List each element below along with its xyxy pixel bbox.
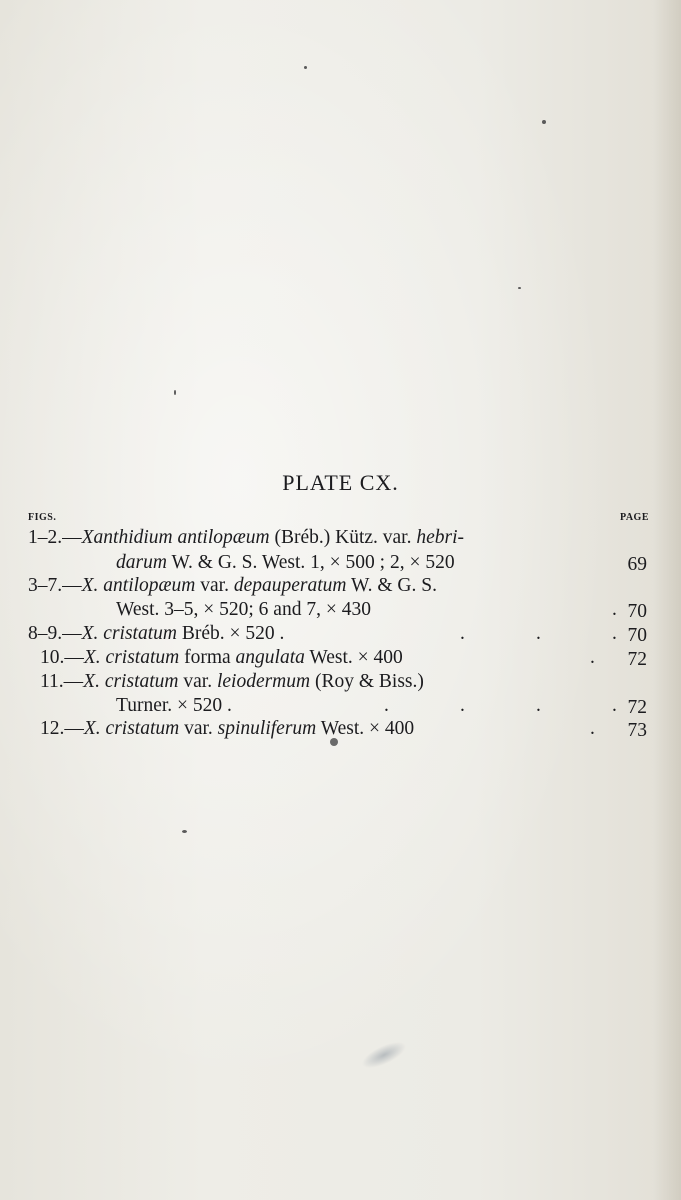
species-name: X. cristatum: [81, 623, 177, 644]
magnification: W. & G. S. West. 1, × 500 ; 2, × 520: [166, 552, 455, 573]
leader-dot: .: [460, 695, 465, 716]
variety-name: hebri-: [416, 527, 464, 548]
authority: (Roy & Biss.): [310, 671, 424, 692]
plate-title: PLATE CX.: [282, 470, 399, 495]
entry-6-page: 73: [627, 720, 647, 741]
form-name: angulata: [235, 647, 305, 668]
rank-word: var.: [179, 718, 218, 739]
fig-number: 11.—: [40, 671, 84, 692]
fig-number: 3–7.—: [28, 575, 82, 596]
entry-5-page: 72: [627, 697, 647, 718]
variety-name: darum: [116, 552, 167, 573]
page-edge-shadow: [653, 0, 681, 1200]
paper-speck: [182, 830, 187, 833]
rank-word: var.: [195, 575, 234, 596]
leader-dot: .: [612, 695, 617, 716]
species-name: X. cristatum: [83, 671, 179, 692]
page-column-header: PAGE: [619, 512, 649, 523]
species-name: X. antilopæum: [81, 575, 196, 596]
leader-dot: .: [460, 623, 465, 644]
figs-column-header: FIGS.: [28, 512, 57, 523]
entry-2-line-1: [28, 574, 437, 598]
variety-name: spinuliferum: [217, 718, 317, 739]
species-name: X. cristatum: [83, 647, 180, 668]
leader-dot: .: [590, 718, 595, 739]
entry-3-page: 70: [627, 625, 647, 646]
authority: (Bréb.) Kütz. var.: [269, 527, 417, 548]
rank-word: var.: [178, 671, 217, 692]
paper-speck: [518, 287, 521, 289]
authority-magnification: West. × 400: [316, 718, 415, 739]
leader-dot: .: [384, 695, 389, 716]
species-name: Xanthidium antilopæum: [81, 527, 270, 548]
entry-1-page: 69: [627, 554, 647, 575]
fig-number: 10.—: [40, 647, 84, 668]
entry-3-line-1: [28, 622, 284, 646]
rank-word: forma: [179, 647, 236, 668]
entry-5-line-2: [116, 694, 232, 718]
entry-2-line-2: [116, 598, 371, 622]
variety-name: depauperatum: [233, 575, 347, 596]
authority: W. & G. S.: [346, 575, 437, 596]
entry-4-page: 72: [627, 649, 647, 670]
species-name: X. cristatum: [83, 718, 180, 739]
entry-4-line-1: [40, 646, 403, 670]
fig-number: 8–9.—: [28, 623, 82, 644]
authority-magnification: Bréb. × 520 .: [176, 623, 285, 644]
entry-1-line-2: [116, 551, 455, 575]
paper-speck: [542, 120, 546, 124]
paper-speck: [174, 390, 176, 395]
magnification: West. 3–5, × 520; 6 and 7, × 430: [116, 599, 371, 620]
fig-number: 1–2.—: [28, 527, 82, 548]
entry-2-page: 70: [627, 601, 647, 622]
leader-dot: .: [612, 623, 617, 644]
leader-dot: .: [612, 599, 617, 620]
leader-dot: .: [536, 695, 541, 716]
fig-number: 12.—: [40, 718, 84, 739]
paper-speck: [304, 66, 307, 69]
paper-smudge: [358, 1037, 409, 1074]
authority-magnification: West. × 400: [304, 647, 403, 668]
variety-name: leiodermum: [216, 671, 311, 692]
leader-dot: .: [536, 623, 541, 644]
authority-magnification: Turner. × 520 .: [116, 695, 232, 716]
entry-6-line-1: [40, 717, 414, 741]
entry-1-line-1: [28, 526, 464, 550]
leader-dot: .: [590, 647, 595, 668]
entry-5-line-1: [40, 670, 424, 694]
